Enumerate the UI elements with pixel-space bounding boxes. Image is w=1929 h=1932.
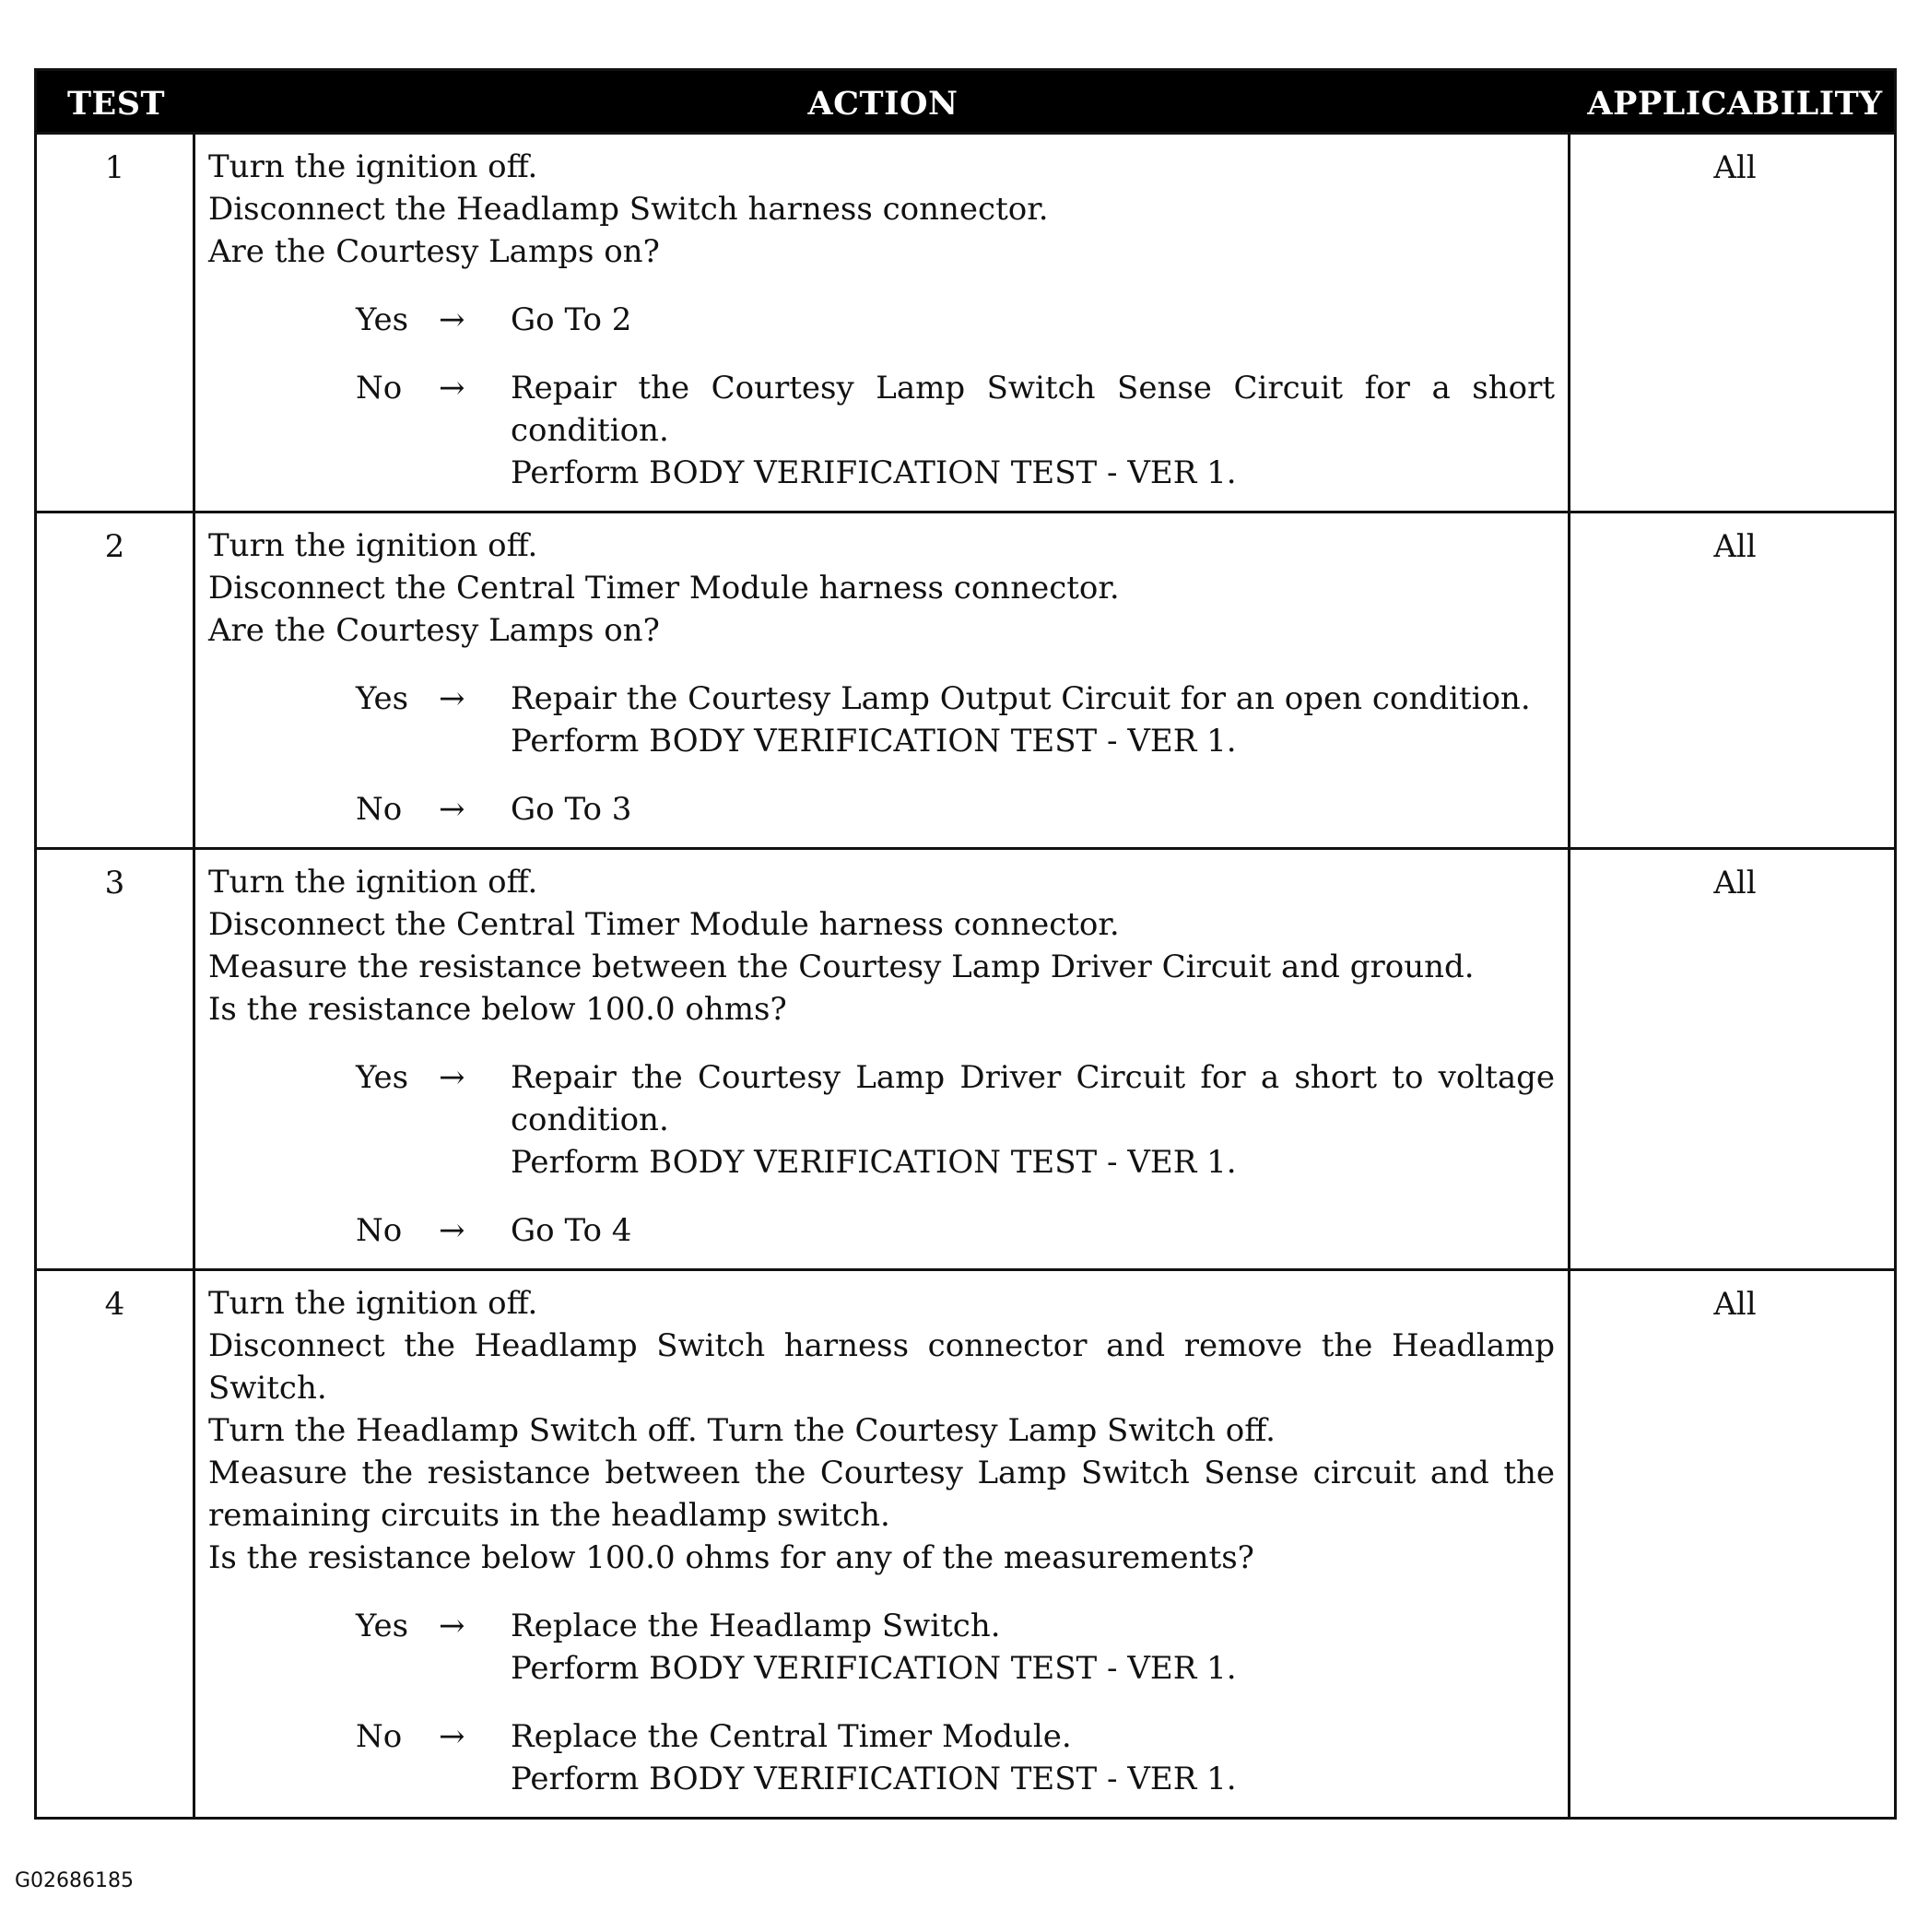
no-result-line: Replace the Central Timer Module. [511,1718,1072,1755]
test-number: 3 [37,850,195,1268]
no-label: No [356,1212,403,1249]
action-step: Are the Courtesy Lamps on? [208,612,660,649]
no-result [511,1715,1555,1800]
arrow-icon: → [439,1608,465,1644]
no-result [511,1209,1555,1252]
action-cell [195,850,1570,1268]
no-result-line: Go To 3 [511,791,632,828]
yes-label: Yes [356,680,409,717]
action-step: Are the Courtesy Lamps on? [208,233,660,270]
arrow-icon: → [439,301,465,338]
table-row [37,132,1894,511]
applicability-value: All [1713,528,1757,565]
table-header [37,71,1894,132]
no-result-line: Perform BODY VERIFICATION TEST - VER 1. [511,1761,1237,1797]
yes-result-line: Perform BODY VERIFICATION TEST - VER 1. [511,1144,1237,1181]
table-row [37,511,1894,847]
arrow-icon: → [439,1059,465,1096]
action-step: Turn the ignition off. [208,864,538,901]
applicability-value: All [1713,1286,1757,1323]
action-step: Is the resistance below 100.0 ohms for any of the measurements? [208,1539,1254,1576]
yes-result-line: Repair the Courtesy Lamp Output Circuit for an open condition. [511,680,1531,717]
yes-result [511,1056,1555,1184]
action-step: Turn the Headlamp Switch off. Turn the Courtesy Lamp Switch off. [208,1412,1276,1449]
test-number: 2 [37,513,195,847]
action-step: Is the resistance below 100.0 ohms? [208,991,787,1028]
yes-answer [356,677,1555,762]
no-answer [356,367,1555,494]
yes-label: Yes [356,301,409,338]
yes-result-line: Repair the Courtesy Lamp Driver Circuit for a short to voltage condition. [511,1059,1555,1138]
action-step: Turn the ignition off. [208,527,538,564]
action-step: Disconnect the Central Timer Module harness connector. [208,570,1120,607]
yes-result-line: Perform BODY VERIFICATION TEST - VER 1. [511,723,1237,760]
yes-label: Yes [356,1059,409,1096]
test-number: 4 [37,1271,195,1817]
action-cell [195,1271,1570,1817]
answer-group [208,677,1555,831]
yes-result-line: Replace the Headlamp Switch. [511,1608,1001,1644]
action-step: Turn the ignition off. [208,1285,538,1322]
action-step: Measure the resistance between the Courtesy Lamp Switch Sense circuit and the remaining circuits in the headlamp switch. [208,1455,1555,1534]
yes-result [511,299,1555,341]
action-cell [195,135,1570,511]
figure-code: G02686185 [15,1869,135,1892]
no-result-line: Repair the Courtesy Lamp Switch Sense Circuit for a short condition. [511,370,1555,449]
yes-result-line: Perform BODY VERIFICATION TEST - VER 1. [511,1650,1237,1687]
diagnostic-test-table [34,68,1897,1820]
no-label: No [356,1718,403,1755]
yes-answer [356,1605,1555,1690]
action-cell [195,513,1570,847]
yes-result [511,677,1555,762]
test-number: 1 [37,135,195,511]
action-step: Measure the resistance between the Courtesy Lamp Driver Circuit and ground. [208,948,1475,985]
yes-result-line: Go To 2 [511,301,632,338]
action-step: Disconnect the Headlamp Switch harness connector. [208,191,1049,228]
header-test: TEST [66,84,166,123]
applicability-value: All [1713,149,1757,186]
arrow-icon: → [439,791,465,828]
arrow-icon: → [439,370,465,406]
applicability-value: All [1713,865,1757,901]
table-row [37,847,1894,1268]
arrow-icon: → [439,1212,465,1249]
header-action: ACTION [807,84,959,123]
yes-label: Yes [356,1608,409,1644]
yes-result [511,1605,1555,1690]
action-step: Disconnect the Central Timer Module harness connector. [208,906,1120,943]
answer-group [208,1056,1555,1252]
no-result [511,367,1555,494]
no-result-line: Perform BODY VERIFICATION TEST - VER 1. [511,454,1237,491]
no-label: No [356,370,403,406]
answer-group [208,299,1555,494]
no-answer [356,1715,1555,1800]
yes-answer [356,299,1555,341]
action-step: Disconnect the Headlamp Switch harness connector and remove the Headlamp Switch. [208,1327,1555,1407]
no-label: No [356,791,403,828]
no-result-line: Go To 4 [511,1212,632,1249]
action-step: Turn the ignition off. [208,148,538,185]
no-result [511,788,1555,831]
arrow-icon: → [439,1718,465,1755]
no-answer [356,1209,1555,1252]
table-row [37,1268,1894,1817]
arrow-icon: → [439,680,465,717]
yes-answer [356,1056,1555,1184]
no-answer [356,788,1555,831]
header-applicability: APPLICABILITY [1587,84,1883,123]
answer-group [208,1605,1555,1800]
